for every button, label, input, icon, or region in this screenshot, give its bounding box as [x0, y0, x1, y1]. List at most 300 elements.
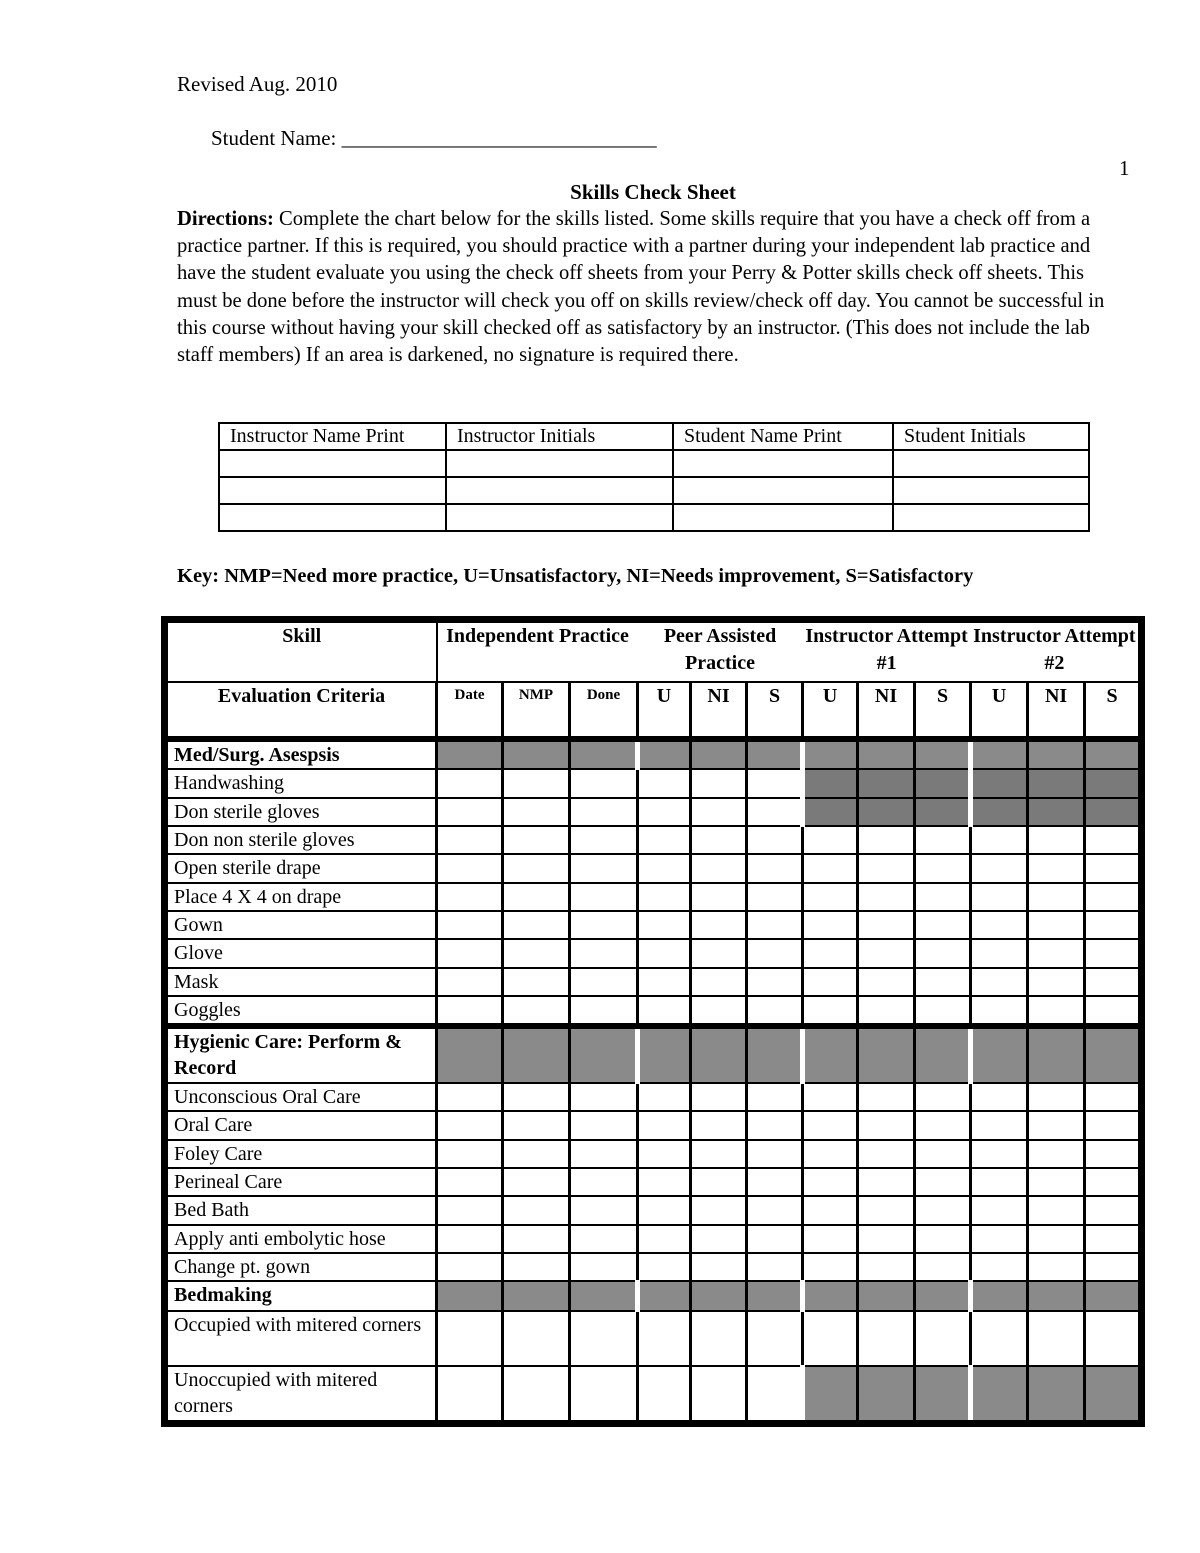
check-cell[interactable] [1028, 826, 1085, 854]
check-cell[interactable] [570, 1168, 638, 1196]
check-cell[interactable] [915, 1311, 971, 1367]
sig-cell[interactable] [893, 504, 1089, 531]
check-cell[interactable] [437, 1366, 503, 1423]
check-cell[interactable] [437, 1083, 503, 1111]
directions-label: Directions: [177, 208, 274, 230]
shaded-cell [915, 1026, 971, 1083]
header-independent-practice: Independent Practice [437, 620, 638, 683]
shaded-cell [747, 1281, 803, 1310]
check-cell[interactable] [858, 1225, 915, 1253]
check-cell[interactable] [503, 996, 570, 1026]
check-cell[interactable] [858, 1111, 915, 1139]
shaded-cell [1028, 798, 1085, 826]
skill-row [165, 1168, 1142, 1196]
subheader-ni: NI [858, 682, 915, 739]
check-cell[interactable] [915, 1196, 971, 1224]
check-cell[interactable] [858, 911, 915, 939]
check-cell[interactable] [1085, 1083, 1142, 1111]
check-cell[interactable] [1085, 883, 1142, 911]
check-cell[interactable] [638, 1140, 691, 1168]
check-cell[interactable] [691, 883, 747, 911]
sig-cell[interactable] [219, 477, 446, 504]
check-cell[interactable] [858, 1253, 915, 1281]
check-cell[interactable] [570, 826, 638, 854]
check-cell[interactable] [503, 968, 570, 996]
shaded-cell [971, 769, 1028, 797]
skill-row [165, 996, 1142, 1026]
shaded-cell [638, 1026, 691, 1083]
check-cell[interactable] [971, 939, 1028, 967]
check-cell[interactable] [915, 854, 971, 882]
check-cell[interactable] [1085, 1196, 1142, 1224]
check-cell[interactable] [691, 798, 747, 826]
shaded-cell [971, 1281, 1028, 1310]
check-cell[interactable] [915, 996, 971, 1026]
header-evaluation-criteria: Evaluation Criteria [165, 682, 437, 739]
check-cell[interactable] [858, 1311, 915, 1367]
check-cell[interactable] [638, 1225, 691, 1253]
check-cell[interactable] [915, 911, 971, 939]
check-cell[interactable] [691, 1225, 747, 1253]
check-cell[interactable] [747, 1196, 803, 1224]
section-label: Bedmaking [165, 1281, 437, 1310]
check-cell[interactable] [747, 996, 803, 1026]
check-cell[interactable] [638, 854, 691, 882]
shaded-cell [691, 739, 747, 769]
check-cell[interactable] [747, 1225, 803, 1253]
check-cell[interactable] [1028, 883, 1085, 911]
check-cell[interactable] [570, 1111, 638, 1139]
check-cell[interactable] [503, 1168, 570, 1196]
shaded-cell [437, 1281, 503, 1310]
check-cell[interactable] [971, 1140, 1028, 1168]
check-cell[interactable] [858, 996, 915, 1026]
check-cell[interactable] [747, 1140, 803, 1168]
check-cell[interactable] [858, 1168, 915, 1196]
check-cell[interactable] [570, 1140, 638, 1168]
check-cell[interactable] [1028, 1253, 1085, 1281]
check-cell[interactable] [971, 1083, 1028, 1111]
check-cell[interactable] [503, 1140, 570, 1168]
check-cell[interactable] [503, 939, 570, 967]
check-cell[interactable] [638, 939, 691, 967]
check-cell[interactable] [971, 883, 1028, 911]
check-cell[interactable] [638, 1253, 691, 1281]
check-cell[interactable] [503, 826, 570, 854]
check-cell[interactable] [803, 1083, 858, 1111]
check-cell[interactable] [691, 996, 747, 1026]
skill-row [165, 1196, 1142, 1224]
shaded-cell [803, 1281, 858, 1310]
check-cell[interactable] [803, 1253, 858, 1281]
check-cell[interactable] [570, 1196, 638, 1224]
check-cell[interactable] [437, 798, 503, 826]
check-cell[interactable] [638, 883, 691, 911]
check-cell[interactable] [437, 996, 503, 1026]
sig-cell[interactable] [446, 450, 673, 477]
check-cell[interactable] [803, 1196, 858, 1224]
check-cell[interactable] [915, 1111, 971, 1139]
shaded-cell [1085, 739, 1142, 769]
subheader-u: U [971, 682, 1028, 739]
check-cell[interactable] [638, 1168, 691, 1196]
check-cell[interactable] [638, 1311, 691, 1367]
check-cell[interactable] [638, 996, 691, 1026]
check-cell[interactable] [1028, 1083, 1085, 1111]
check-cell[interactable] [971, 1168, 1028, 1196]
skill-label: Occupied with mitered corners [165, 1311, 437, 1367]
shaded-cell [1085, 769, 1142, 797]
shaded-cell [858, 739, 915, 769]
check-cell[interactable] [915, 968, 971, 996]
check-cell[interactable] [503, 1366, 570, 1423]
check-cell[interactable] [691, 1196, 747, 1224]
skills-table [161, 616, 1145, 1427]
check-cell[interactable] [1085, 939, 1142, 967]
shaded-cell [437, 1026, 503, 1083]
section-header-row [165, 1026, 1142, 1083]
skill-row [165, 826, 1142, 854]
subheader-u: U [803, 682, 858, 739]
check-cell[interactable] [638, 1111, 691, 1139]
shaded-cell [1028, 1026, 1085, 1083]
check-cell[interactable] [437, 968, 503, 996]
skill-label: Bed Bath [165, 1196, 437, 1224]
check-cell[interactable] [638, 1196, 691, 1224]
check-cell[interactable] [747, 911, 803, 939]
shaded-cell [858, 769, 915, 797]
check-cell[interactable] [570, 996, 638, 1026]
subheader-done: Done [570, 682, 638, 739]
check-cell[interactable] [971, 854, 1028, 882]
check-cell[interactable] [503, 1111, 570, 1139]
check-cell[interactable] [803, 1168, 858, 1196]
check-cell[interactable] [1085, 854, 1142, 882]
shaded-cell [1028, 739, 1085, 769]
check-cell[interactable] [747, 968, 803, 996]
check-cell[interactable] [1028, 996, 1085, 1026]
check-cell[interactable] [691, 1311, 747, 1367]
shaded-cell [503, 1026, 570, 1083]
shaded-cell [803, 798, 858, 826]
skill-row [165, 1140, 1142, 1168]
check-cell[interactable] [503, 1311, 570, 1367]
check-cell[interactable] [971, 1196, 1028, 1224]
skill-row [165, 1366, 1142, 1423]
check-cell[interactable] [803, 996, 858, 1026]
shaded-cell [915, 798, 971, 826]
check-cell[interactable] [803, 1225, 858, 1253]
skill-label: Mask [165, 968, 437, 996]
shaded-cell [971, 1026, 1028, 1083]
check-cell[interactable] [803, 939, 858, 967]
skill-label: Foley Care [165, 1140, 437, 1168]
check-cell[interactable] [437, 854, 503, 882]
check-cell[interactable] [858, 826, 915, 854]
check-cell[interactable] [803, 883, 858, 911]
check-cell[interactable] [691, 1253, 747, 1281]
skill-label: Glove [165, 939, 437, 967]
check-cell[interactable] [858, 939, 915, 967]
shaded-cell [503, 1281, 570, 1310]
section-header-row [165, 739, 1142, 769]
skill-row [165, 1311, 1142, 1367]
shaded-cell [1085, 1366, 1142, 1423]
shaded-cell [915, 1281, 971, 1310]
shaded-cell [858, 1281, 915, 1310]
check-cell[interactable] [503, 798, 570, 826]
check-cell[interactable] [437, 1196, 503, 1224]
check-cell[interactable] [1028, 1168, 1085, 1196]
check-cell[interactable] [1085, 1253, 1142, 1281]
check-cell[interactable] [971, 826, 1028, 854]
check-cell[interactable] [638, 826, 691, 854]
check-cell[interactable] [691, 769, 747, 797]
check-cell[interactable] [691, 1140, 747, 1168]
check-cell[interactable] [503, 1253, 570, 1281]
directions-text: Complete the chart below for the skills listed. Some skills require that you have a check off from a practice partner. If this is required, you should practice with a partner during your independent lab practice and have the student evaluate you using the check off sheets from your Perry & Potter skills check off sheets. This must be done before the instructor will check you off on skills review/check off day. You cannot be successful in this course without having your skill checked off as satisfactory by an instructor. (This does not include the lab staff members) If an area is darkened, no signature is required there. [177, 208, 1105, 367]
check-cell[interactable] [1028, 1225, 1085, 1253]
check-cell[interactable] [570, 1083, 638, 1111]
check-cell[interactable] [915, 1083, 971, 1111]
check-cell[interactable] [691, 911, 747, 939]
check-cell[interactable] [437, 1140, 503, 1168]
check-cell[interactable] [437, 883, 503, 911]
check-cell[interactable] [858, 883, 915, 911]
check-cell[interactable] [437, 1311, 503, 1367]
skill-label: Don sterile gloves [165, 798, 437, 826]
check-cell[interactable] [1028, 854, 1085, 882]
skill-row [165, 968, 1142, 996]
check-cell[interactable] [638, 798, 691, 826]
check-cell[interactable] [638, 1083, 691, 1111]
check-cell[interactable] [915, 1168, 971, 1196]
check-cell[interactable] [691, 826, 747, 854]
check-cell[interactable] [691, 1168, 747, 1196]
signature-table [218, 422, 1090, 532]
check-cell[interactable] [570, 1253, 638, 1281]
skill-row [165, 1253, 1142, 1281]
check-cell[interactable] [858, 1196, 915, 1224]
check-cell[interactable] [1085, 1225, 1142, 1253]
check-cell[interactable] [803, 968, 858, 996]
skill-row [165, 883, 1142, 911]
check-cell[interactable] [638, 769, 691, 797]
check-cell[interactable] [747, 1366, 803, 1423]
shaded-cell [1085, 1026, 1142, 1083]
check-cell[interactable] [1028, 1196, 1085, 1224]
shaded-cell [747, 1026, 803, 1083]
check-cell[interactable] [691, 968, 747, 996]
subheader-u: U [638, 682, 691, 739]
check-cell[interactable] [437, 826, 503, 854]
check-cell[interactable] [1085, 826, 1142, 854]
sig-cell[interactable] [446, 504, 673, 531]
check-cell[interactable] [437, 1225, 503, 1253]
skill-label: Handwashing [165, 769, 437, 797]
shaded-cell [1028, 769, 1085, 797]
check-cell[interactable] [1028, 911, 1085, 939]
check-cell[interactable] [570, 939, 638, 967]
shaded-cell [570, 739, 638, 769]
check-cell[interactable] [971, 911, 1028, 939]
subheader-s: S [747, 682, 803, 739]
check-cell[interactable] [803, 911, 858, 939]
check-cell[interactable] [570, 968, 638, 996]
skill-label: Oral Care [165, 1111, 437, 1139]
check-cell[interactable] [437, 911, 503, 939]
sig-cell[interactable] [893, 477, 1089, 504]
check-cell[interactable] [503, 769, 570, 797]
shaded-cell [503, 739, 570, 769]
check-cell[interactable] [691, 939, 747, 967]
check-cell[interactable] [747, 1311, 803, 1367]
sig-cell[interactable] [673, 504, 893, 531]
check-cell[interactable] [691, 1083, 747, 1111]
skill-row [165, 1225, 1142, 1253]
check-cell[interactable] [503, 854, 570, 882]
sig-cell[interactable] [673, 450, 893, 477]
check-cell[interactable] [747, 1083, 803, 1111]
check-cell[interactable] [971, 1225, 1028, 1253]
skill-label: Unconscious Oral Care [165, 1083, 437, 1111]
check-cell[interactable] [437, 769, 503, 797]
check-cell[interactable] [803, 854, 858, 882]
check-cell[interactable] [747, 939, 803, 967]
check-cell[interactable] [570, 1311, 638, 1367]
check-cell[interactable] [747, 1111, 803, 1139]
skill-label: Open sterile drape [165, 854, 437, 882]
check-cell[interactable] [691, 1366, 747, 1423]
check-cell[interactable] [570, 1366, 638, 1423]
check-cell[interactable] [747, 1168, 803, 1196]
skill-label: Goggles [165, 996, 437, 1026]
shaded-cell [803, 739, 858, 769]
check-cell[interactable] [691, 1111, 747, 1139]
skill-label: Change pt. gown [165, 1253, 437, 1281]
subheader-date: Date [437, 682, 503, 739]
shaded-cell [915, 769, 971, 797]
shaded-cell [1085, 798, 1142, 826]
check-cell[interactable] [915, 1140, 971, 1168]
check-cell[interactable] [503, 911, 570, 939]
sig-header-student-initials: Student Initials [893, 423, 1089, 450]
check-cell[interactable] [570, 883, 638, 911]
check-cell[interactable] [691, 854, 747, 882]
check-cell[interactable] [971, 1311, 1028, 1367]
check-cell[interactable] [503, 883, 570, 911]
check-cell[interactable] [971, 1253, 1028, 1281]
shaded-cell [858, 798, 915, 826]
check-cell[interactable] [638, 968, 691, 996]
check-cell[interactable] [503, 1196, 570, 1224]
check-cell[interactable] [1028, 1311, 1085, 1367]
subheader-s: S [915, 682, 971, 739]
header-peer-assisted-practice: Peer Assisted Practice [638, 620, 803, 683]
shaded-cell [971, 798, 1028, 826]
shaded-cell [747, 739, 803, 769]
check-cell[interactable] [570, 769, 638, 797]
check-cell[interactable] [803, 1140, 858, 1168]
sig-header-instructor-initials: Instructor Initials [446, 423, 673, 450]
check-cell[interactable] [747, 826, 803, 854]
check-cell[interactable] [747, 1253, 803, 1281]
check-cell[interactable] [915, 939, 971, 967]
check-cell[interactable] [1085, 1168, 1142, 1196]
check-cell[interactable] [437, 1168, 503, 1196]
check-cell[interactable] [803, 1111, 858, 1139]
sig-cell[interactable] [673, 477, 893, 504]
sig-cell[interactable] [893, 450, 1089, 477]
sig-cell[interactable] [446, 477, 673, 504]
shaded-cell [691, 1026, 747, 1083]
sig-cell[interactable] [219, 450, 446, 477]
check-cell[interactable] [1085, 1111, 1142, 1139]
check-cell[interactable] [747, 883, 803, 911]
check-cell[interactable] [570, 798, 638, 826]
check-cell[interactable] [747, 769, 803, 797]
check-cell[interactable] [1085, 911, 1142, 939]
check-cell[interactable] [971, 996, 1028, 1026]
sig-cell[interactable] [219, 504, 446, 531]
check-cell[interactable] [1085, 1311, 1142, 1367]
check-cell[interactable] [1028, 939, 1085, 967]
check-cell[interactable] [915, 1225, 971, 1253]
check-cell[interactable] [915, 883, 971, 911]
shaded-cell [915, 1366, 971, 1423]
skill-row [165, 1083, 1142, 1111]
check-cell[interactable] [858, 1083, 915, 1111]
check-cell[interactable] [1085, 1140, 1142, 1168]
check-cell[interactable] [747, 854, 803, 882]
check-cell[interactable] [503, 1083, 570, 1111]
check-cell[interactable] [1085, 968, 1142, 996]
check-cell[interactable] [1028, 968, 1085, 996]
check-cell[interactable] [570, 854, 638, 882]
check-cell[interactable] [638, 1366, 691, 1423]
check-cell[interactable] [747, 798, 803, 826]
check-cell[interactable] [858, 968, 915, 996]
skill-label: Gown [165, 911, 437, 939]
check-cell[interactable] [915, 826, 971, 854]
check-cell[interactable] [638, 911, 691, 939]
check-cell[interactable] [437, 1253, 503, 1281]
check-cell[interactable] [1085, 996, 1142, 1026]
check-cell[interactable] [437, 1111, 503, 1139]
check-cell[interactable] [858, 854, 915, 882]
check-cell[interactable] [570, 911, 638, 939]
shaded-cell [638, 1281, 691, 1310]
check-cell[interactable] [503, 1225, 570, 1253]
check-cell[interactable] [971, 968, 1028, 996]
skill-label: Apply anti embolytic hose [165, 1225, 437, 1253]
check-cell[interactable] [858, 1140, 915, 1168]
check-cell[interactable] [971, 1111, 1028, 1139]
skill-label: Place 4 X 4 on drape [165, 883, 437, 911]
skill-row [165, 1111, 1142, 1139]
check-cell[interactable] [1028, 1111, 1085, 1139]
student-name-field[interactable]: Student Name: ______________________________ [211, 126, 657, 150]
check-cell[interactable] [1028, 1140, 1085, 1168]
check-cell[interactable] [570, 1225, 638, 1253]
check-cell[interactable] [915, 1253, 971, 1281]
subheader-ni: NI [691, 682, 747, 739]
check-cell[interactable] [437, 939, 503, 967]
skill-label: Perineal Care [165, 1168, 437, 1196]
check-cell[interactable] [803, 1311, 858, 1367]
skill-row [165, 769, 1142, 797]
check-cell[interactable] [803, 826, 858, 854]
